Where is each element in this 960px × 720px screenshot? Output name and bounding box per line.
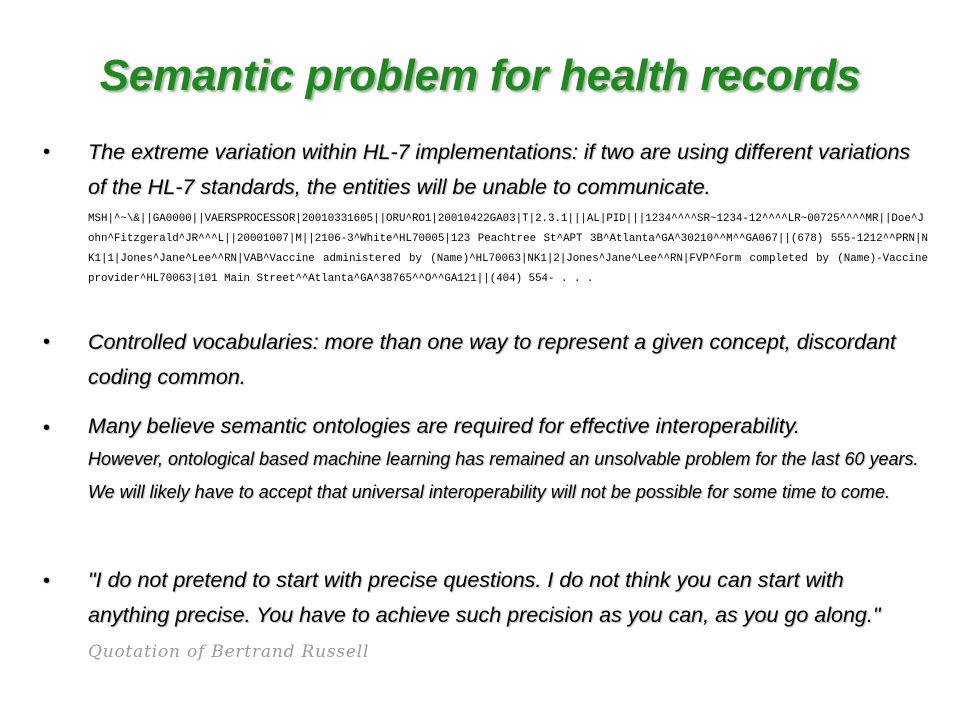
hl7-message-sample: MSH|^~\&||GA0000||VAERSPROCESSOR|20010331605||ORU^RO1|20010422GA03|T|2.3.1|||AL|PID|||1234^^^^SR~1234-12^^^^LR~00725^^^^MR||Doe^John^Fitzgerald^JR^^^L||20001007|M||2106-3^White^HL70005|123 Peachtree St^APT 3B^Atlanta^GA^30210^^M^^GA067||(678) 555-1212^^PRN|NK1|1|Jones^Jane^Lee^^RN|VAB^Vaccine administered by (Name)^HL70063|NK1|2|Jones^Jane^Lee^^RN|FVP^Form completed by (Name)-Vaccine provider^HL70063|101 Main Street^^Atlanta^GA^38765^^O^^GA121||(404) 554- . . .	[88, 213, 928, 285]
bullet-marker: •	[43, 417, 51, 439]
bullet-2-text: Controlled vocabularies: more than one way to represent a given concept, discordant coding common.	[88, 330, 896, 389]
slide-title: Semantic problem for health records	[99, 51, 861, 100]
bullet-marker: •	[43, 570, 51, 592]
bullet-3-lead: Many believe semantic ontologies are required for effective interoperability.	[88, 414, 800, 438]
bullet-3-text	[88, 410, 928, 509]
bullet-3-rest: However, ontological based machine learning has remained an unsolvable problem for the last 60 years. We will likely have to accept that universal interoperability will not be possible for some time to come.	[88, 449, 919, 502]
russell-quote: "I do not pretend to start with precise questions. I do not think you can start with anything precise. You have to achieve such precision as you can, as you go along."	[88, 568, 881, 627]
bullet-4-text	[88, 563, 928, 670]
bullet-marker: •	[43, 331, 51, 353]
quote-attribution: Quotation of Bertrand Russell	[88, 642, 370, 662]
bullet-1-text: The extreme variation within HL-7 implementations: if two are using different variations of the HL-7 standards, the entities will be unable to communicate.	[88, 140, 911, 199]
bullet-marker: •	[43, 141, 51, 163]
